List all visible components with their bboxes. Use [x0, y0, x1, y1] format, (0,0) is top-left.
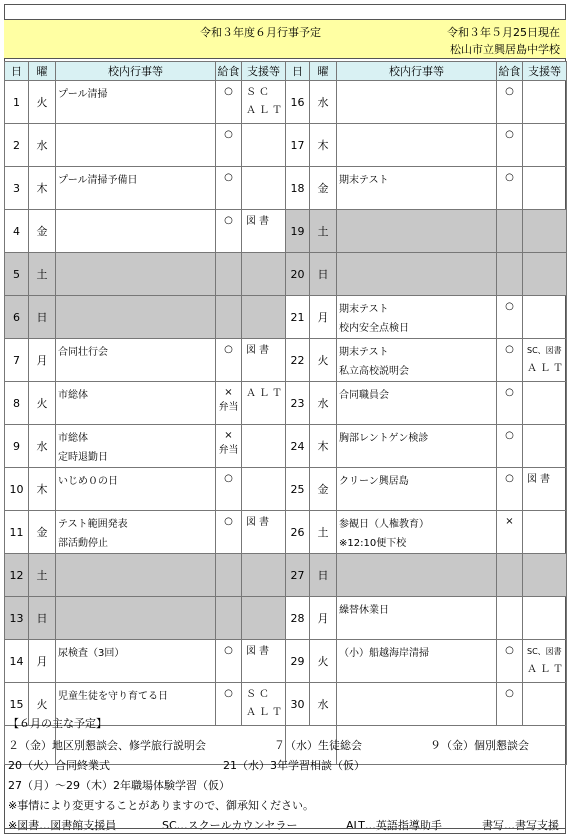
event-line: クリーン興居島 [339, 476, 409, 487]
support-cell [523, 468, 567, 511]
table-row [5, 253, 567, 296]
support-cell [523, 339, 567, 382]
weekday-cell: 月 [310, 296, 337, 339]
lunch-cell [497, 597, 523, 640]
support-cell [242, 554, 286, 597]
lunch-cell [216, 124, 242, 167]
support-cell [523, 554, 567, 597]
lunch-mark: ○ [224, 172, 233, 183]
lunch-mark: ○ [505, 86, 514, 97]
day-cell: 23 [286, 382, 310, 425]
support-cell [242, 296, 286, 339]
weekday-cell: 土 [310, 210, 337, 253]
weekday-cell: 水 [310, 81, 337, 124]
support-cell [242, 167, 286, 210]
lunch-mark: ○ [505, 172, 514, 183]
day-cell: 17 [286, 124, 310, 167]
event-cell [56, 425, 216, 468]
support-line: ＡＬＴ [527, 664, 566, 675]
day-cell: 8 [5, 382, 29, 425]
support-cell [523, 296, 567, 339]
lunch-cell [216, 425, 242, 468]
table-row [5, 425, 567, 468]
col-day: 日 [5, 62, 29, 81]
weekday-cell: 火 [29, 382, 56, 425]
support-cell [242, 210, 286, 253]
event-line: 定時退勤日 [58, 452, 108, 463]
page-title: 令和３年度６月行事予定 [200, 26, 321, 39]
support-cell [242, 640, 286, 683]
lunch-mark: × [224, 430, 233, 441]
note-item: ９（金）個別懇談会 [430, 739, 529, 752]
support-cell [242, 597, 286, 640]
lunch-mark: ○ [505, 387, 514, 398]
event-line: 期末テスト [339, 175, 389, 186]
table-row [5, 554, 567, 597]
schedule-header [4, 19, 566, 59]
event-cell [56, 296, 216, 339]
day-cell: 6 [5, 296, 29, 339]
day-cell: 22 [286, 339, 310, 382]
support-cell [242, 253, 286, 296]
event-cell [337, 640, 497, 683]
weekday-cell: 木 [310, 124, 337, 167]
support-cell [523, 81, 567, 124]
lunch-mark: ○ [224, 86, 233, 97]
day-cell: 11 [5, 511, 29, 554]
day-cell: 3 [5, 167, 29, 210]
weekday-cell: 火 [29, 683, 56, 726]
day-cell: 16 [286, 81, 310, 124]
lunch-cell [216, 382, 242, 425]
event-cell [56, 554, 216, 597]
weekday-cell: 木 [29, 167, 56, 210]
weekday-cell: 金 [310, 167, 337, 210]
as-of-date: 令和３年５月25日現在 [447, 26, 560, 39]
event-cell [337, 425, 497, 468]
lunch-cell [497, 339, 523, 382]
notes-heading: 【６月の主な予定】 [8, 717, 107, 730]
support-line: ＳＣ [246, 87, 272, 98]
support-cell [242, 339, 286, 382]
day-cell: 7 [5, 339, 29, 382]
weekday-cell: 火 [310, 339, 337, 382]
weekday-cell: 水 [29, 124, 56, 167]
lunch-mark: ○ [224, 473, 233, 484]
weekday-cell: 日 [310, 554, 337, 597]
lunch-cell [216, 253, 242, 296]
lunch-cell [497, 167, 523, 210]
lunch-cell [216, 597, 242, 640]
school-name: 松山市立興居島中学校 [450, 43, 560, 56]
support-cell [523, 210, 567, 253]
day-cell: 10 [5, 468, 29, 511]
lunch-cell [497, 640, 523, 683]
support-line: ＳＣ [246, 689, 272, 700]
weekday-cell: 土 [29, 554, 56, 597]
support-cell [242, 511, 286, 554]
table-row [5, 81, 567, 124]
event-line: プール清掃 [58, 89, 108, 100]
bottom-rule [4, 828, 566, 829]
event-line: 期末テスト [339, 347, 389, 358]
event-cell [56, 253, 216, 296]
event-cell [337, 339, 497, 382]
lunch-mark: ○ [224, 344, 233, 355]
table-row [5, 382, 567, 425]
day-cell: 2 [5, 124, 29, 167]
support-line: SC、図書 [527, 346, 562, 355]
lunch-cell [497, 253, 523, 296]
lunch-mark: ○ [505, 430, 514, 441]
lunch-mark: ○ [505, 688, 514, 699]
event-cell [337, 468, 497, 511]
table-row [5, 167, 567, 210]
support-cell [523, 124, 567, 167]
event-line: 尿検査（3回） [58, 648, 125, 659]
lunch-cell [497, 468, 523, 511]
weekday-cell: 火 [310, 640, 337, 683]
event-cell [56, 339, 216, 382]
weekday-cell: 金 [29, 511, 56, 554]
col-support: 支援等 [242, 62, 286, 81]
lunch-cell [497, 81, 523, 124]
lunch-mark: ○ [224, 215, 233, 226]
support-cell [523, 683, 567, 726]
event-cell [56, 640, 216, 683]
event-line: 期末テスト [339, 304, 389, 315]
lunch-cell [216, 167, 242, 210]
weekday-cell: 金 [29, 210, 56, 253]
day-cell: 29 [286, 640, 310, 683]
support-cell [523, 511, 567, 554]
col-weekday: 曜 [310, 62, 337, 81]
support-line: 図書 [246, 345, 272, 356]
weekday-cell: 土 [310, 511, 337, 554]
support-line: ＡＬＴ [527, 363, 566, 374]
event-line: 部活動停止 [58, 538, 108, 549]
col-lunch: 給食 [497, 62, 523, 81]
day-cell: 15 [5, 683, 29, 726]
schedule-table [4, 61, 567, 765]
legend-item: ALT…英語指導助手 [346, 819, 442, 832]
lunch-note: 弁当 [218, 445, 239, 456]
event-cell [56, 597, 216, 640]
day-cell: 1 [5, 81, 29, 124]
event-line: ※12:10便下校 [339, 538, 407, 549]
event-line: 私立高校説明会 [339, 366, 409, 377]
support-line: ＡＬＴ [246, 105, 285, 116]
legend-item: 書写…書写支援 [482, 819, 559, 832]
col-lunch: 給食 [216, 62, 242, 81]
weekday-cell: 水 [310, 382, 337, 425]
event-cell [337, 683, 497, 726]
table-header-row [5, 62, 567, 81]
day-cell: 5 [5, 253, 29, 296]
lunch-mark: ○ [224, 129, 233, 140]
support-line: 図書 [527, 474, 553, 485]
lunch-cell [497, 554, 523, 597]
lunch-mark: ○ [224, 516, 233, 527]
note-item: 21（水）3年学習相談（仮） [223, 759, 365, 772]
event-line: プール清掃予備日 [58, 175, 138, 186]
day-cell: 14 [5, 640, 29, 683]
weekday-cell: 火 [29, 81, 56, 124]
lunch-mark: ○ [505, 473, 514, 484]
event-line: （小）船越海岸清掃 [339, 648, 429, 659]
event-cell [56, 468, 216, 511]
event-line: 合同職員会 [339, 390, 389, 401]
lunch-cell [216, 683, 242, 726]
event-cell [56, 511, 216, 554]
weekday-cell: 日 [310, 253, 337, 296]
note-item: 27（月）〜29（木）2年職場体験学習（仮） [8, 779, 230, 792]
support-cell [242, 382, 286, 425]
lunch-mark: ○ [505, 645, 514, 656]
lunch-cell [497, 683, 523, 726]
table-row [5, 511, 567, 554]
lunch-mark: × [224, 387, 233, 398]
col-weekday: 曜 [29, 62, 56, 81]
day-cell: 19 [286, 210, 310, 253]
table-row [5, 468, 567, 511]
weekday-cell: 日 [29, 296, 56, 339]
weekday-cell: 日 [29, 597, 56, 640]
weekday-cell: 木 [29, 468, 56, 511]
weekday-cell: 木 [310, 425, 337, 468]
event-cell [337, 296, 497, 339]
event-line: 繰替休業日 [339, 605, 389, 616]
support-cell [242, 468, 286, 511]
event-cell [337, 167, 497, 210]
support-line: ＡＬＴ [246, 707, 285, 718]
table-row [5, 296, 567, 339]
support-cell [523, 253, 567, 296]
lunch-note: 弁当 [218, 402, 239, 413]
lunch-cell [216, 554, 242, 597]
support-line: SC、図書 [527, 647, 562, 656]
day-cell: 12 [5, 554, 29, 597]
note-item: ７（水）生徒総会 [274, 739, 362, 752]
event-line: 児童生徒を守り育てる日 [58, 691, 168, 702]
note-item: 20（火）合同終業式 [8, 759, 110, 772]
support-cell [242, 81, 286, 124]
day-cell: 18 [286, 167, 310, 210]
lunch-cell [216, 468, 242, 511]
lunch-mark: ○ [505, 344, 514, 355]
lunch-cell [497, 425, 523, 468]
lunch-cell [497, 124, 523, 167]
support-line: ＡＬＴ [246, 388, 285, 399]
support-cell [523, 382, 567, 425]
event-line: 校内安全点検日 [339, 323, 409, 334]
lunch-mark: ○ [224, 688, 233, 699]
day-cell: 28 [286, 597, 310, 640]
event-cell [337, 81, 497, 124]
day-cell: 24 [286, 425, 310, 468]
event-cell [337, 382, 497, 425]
lunch-cell [216, 640, 242, 683]
event-line: いじめ０の日 [58, 476, 118, 487]
support-cell [242, 124, 286, 167]
col-events: 校内行事等 [337, 62, 497, 81]
lunch-cell [216, 339, 242, 382]
lunch-cell [497, 296, 523, 339]
event-line: テスト範囲発表 [58, 519, 128, 530]
lunch-cell [497, 210, 523, 253]
event-line: 胸部レントゲン検診 [339, 433, 429, 444]
event-cell [337, 253, 497, 296]
event-line: 市総体 [58, 390, 88, 401]
event-cell [337, 210, 497, 253]
support-cell [242, 683, 286, 726]
note-item: ２（金）地区別懇談会、修学旅行説明会 [8, 739, 206, 752]
day-cell: 25 [286, 468, 310, 511]
legend-item: ※図書…図書館支援員 [8, 819, 117, 832]
table-row [5, 640, 567, 683]
weekday-cell: 水 [29, 425, 56, 468]
day-cell: 4 [5, 210, 29, 253]
day-cell: 30 [286, 683, 310, 726]
support-line: 図書 [246, 216, 272, 227]
table-row [5, 124, 567, 167]
lunch-cell [216, 296, 242, 339]
disclaimer: ※事情により変更することがありますので、御承知ください。 [8, 799, 314, 812]
event-line: 参観日（人権教育） [339, 519, 429, 530]
support-line: 図書 [246, 517, 272, 528]
lunch-mark: × [505, 516, 514, 527]
support-cell [242, 425, 286, 468]
lunch-cell [216, 81, 242, 124]
event-cell [337, 124, 497, 167]
lunch-cell [216, 210, 242, 253]
col-events: 校内行事等 [56, 62, 216, 81]
support-cell [523, 597, 567, 640]
day-cell: 26 [286, 511, 310, 554]
lunch-cell [497, 511, 523, 554]
support-cell [523, 167, 567, 210]
event-cell [56, 81, 216, 124]
event-cell [337, 511, 497, 554]
event-cell [337, 597, 497, 640]
legend-item: SC…スクールカウンセラー [162, 819, 298, 832]
table-row [5, 597, 567, 640]
lunch-mark: ○ [224, 645, 233, 656]
lunch-mark: ○ [505, 301, 514, 312]
lunch-mark: ○ [505, 129, 514, 140]
event-line: 市総体 [58, 433, 88, 444]
col-support: 支援等 [523, 62, 567, 81]
table-row [5, 339, 567, 382]
event-cell [56, 124, 216, 167]
event-cell [56, 382, 216, 425]
weekday-cell: 土 [29, 253, 56, 296]
weekday-cell: 金 [310, 468, 337, 511]
day-cell: 27 [286, 554, 310, 597]
support-line: 図書 [246, 646, 272, 657]
col-day: 日 [286, 62, 310, 81]
event-cell [337, 554, 497, 597]
lunch-cell [216, 511, 242, 554]
day-cell: 9 [5, 425, 29, 468]
weekday-cell: 月 [29, 339, 56, 382]
day-cell: 13 [5, 597, 29, 640]
lunch-cell [497, 382, 523, 425]
weekday-cell: 月 [29, 640, 56, 683]
event-line: 合同壮行会 [58, 347, 108, 358]
day-cell: 20 [286, 253, 310, 296]
support-cell [523, 640, 567, 683]
day-cell: 21 [286, 296, 310, 339]
weekday-cell: 水 [310, 683, 337, 726]
support-cell [523, 425, 567, 468]
table-row [5, 210, 567, 253]
weekday-cell: 月 [310, 597, 337, 640]
event-cell [56, 167, 216, 210]
event-cell [56, 210, 216, 253]
